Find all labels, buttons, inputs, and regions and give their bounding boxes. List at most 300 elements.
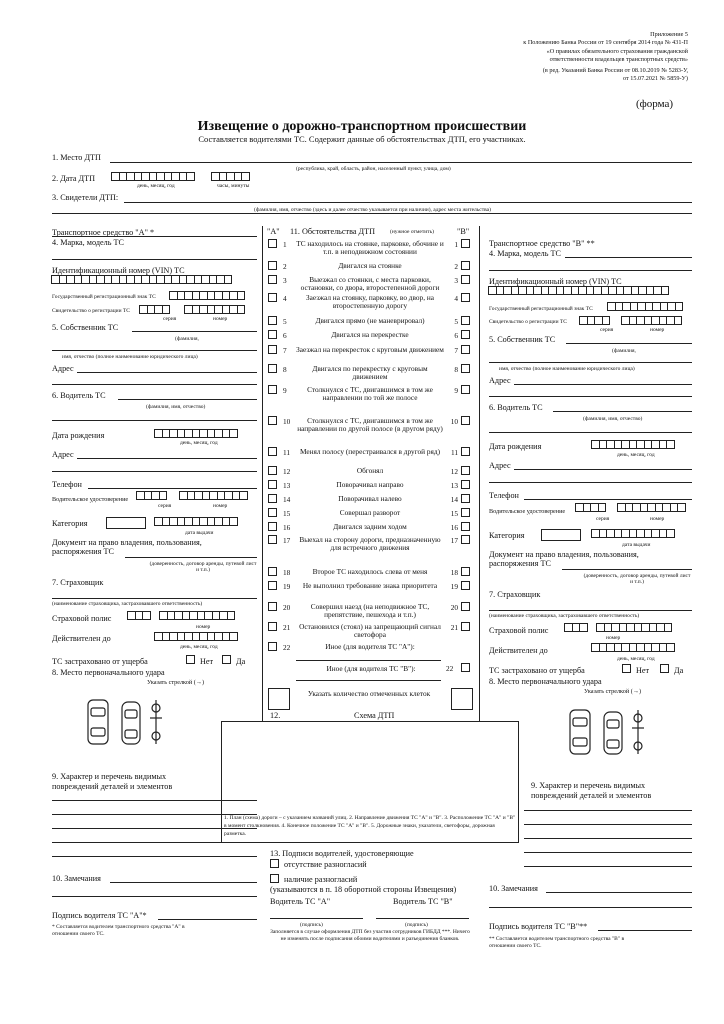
vehicle-b-vin-boxes[interactable] <box>489 286 669 295</box>
circumstance-a-number: 13 <box>283 481 291 490</box>
divider <box>479 226 480 722</box>
vehicle-b-signature-label: Подпись водителя ТС "В"** <box>489 922 588 931</box>
circumstance-b-number: 15 <box>450 509 458 518</box>
vehicle-a-policy-label: Страховой полис <box>52 614 112 623</box>
vehicle-a-valid-label: Действителен до <box>52 634 111 643</box>
circumstance-a-number: 14 <box>283 495 291 504</box>
circumstance-a-number: 11 <box>283 448 291 457</box>
circumstance-b-number: 7 <box>454 346 458 355</box>
vehicle-b-remarks-field[interactable] <box>546 892 692 893</box>
circumstance-b-number: 3 <box>454 276 458 285</box>
vehicle-b-category-field[interactable] <box>541 529 581 541</box>
circumstance-text: Менял полосу (перестраивался в другой ряд) <box>299 447 441 456</box>
vehicle-a-policy-series[interactable] <box>128 611 151 620</box>
scheme-number: 12. <box>270 711 281 720</box>
column-b-header: "В" <box>457 227 470 236</box>
circumstance-a-checkbox[interactable] <box>268 642 277 651</box>
vehicle-a-document-field[interactable] <box>125 557 257 558</box>
sig-hint-b: (подпись) <box>405 922 428 928</box>
vehicle-a-vin-boxes[interactable] <box>52 275 232 284</box>
vehicle-a-model-label: 4. Марка, модель ТС <box>52 238 124 247</box>
vehicle-b-signature-field[interactable] <box>598 930 692 931</box>
vehicle-b-policy-label: Страховой полис <box>489 626 549 635</box>
vehicle-a-impact-label: 8. Место первоначального удара <box>52 668 165 677</box>
circumstance-a-number: 15 <box>283 509 291 518</box>
circumstance-b-checkbox[interactable] <box>461 494 470 503</box>
circumstance-text: Заезжал на стоянку, парковку, во двор, на второстепенную дорогу <box>306 293 434 311</box>
vehicle-b-license-number[interactable] <box>618 503 686 512</box>
circumstance-b-checkbox[interactable] <box>461 602 470 611</box>
no-disagreement-checkbox[interactable] <box>270 859 279 868</box>
issue-hint: дата выдачи <box>185 530 214 536</box>
reference-line: к Положению Банка России от 19 сентября 2014 года № 431-П <box>523 39 688 47</box>
rule <box>52 236 257 237</box>
circumstance-a-checkbox[interactable] <box>268 508 277 517</box>
circumstance-a-checkbox[interactable] <box>268 293 277 302</box>
vehicle-b-cert-label: Свидетельство о регистрации ТС <box>489 319 567 325</box>
circumstance-b-number: 6 <box>454 331 458 340</box>
vehicle-b-model-field[interactable] <box>565 257 692 258</box>
circumstance-a-checkbox[interactable] <box>268 567 277 576</box>
circumstance-a-number: 20 <box>283 603 291 612</box>
vehicle-a-signature-field[interactable] <box>158 919 257 920</box>
vehicle-a-owner-label: 5. Собственник ТС <box>52 323 119 332</box>
vehicle-b-document-field[interactable] <box>562 569 692 570</box>
circumstance-b-number: 21 <box>450 623 458 632</box>
number-hint: номер <box>196 624 211 630</box>
circumstance-b-number: 18 <box>450 568 458 577</box>
driver-hint: (фамилия, имя, отчество) <box>583 416 643 422</box>
arrow-hint: Указать стрелкой (→) <box>584 688 642 695</box>
surname-hint: (фамилия, <box>175 336 199 342</box>
disagreement-label: наличие разногласий <box>284 875 358 884</box>
circumstance-a-number: 2 <box>283 262 287 271</box>
circumstance-a-number: 3 <box>283 276 287 285</box>
no-label: Нет <box>200 657 214 666</box>
circumstances-title: 11. Обстоятельства ДТП <box>290 227 376 236</box>
circumstance-b-checkbox[interactable] <box>461 330 470 339</box>
vehicle-b-birth-label: Дата рождения <box>489 442 542 451</box>
circumstance-a-number: 21 <box>283 623 291 632</box>
date-boxes[interactable] <box>112 172 195 181</box>
circumstance-a-checkbox[interactable] <box>268 494 277 503</box>
series-hint: серия <box>600 327 614 333</box>
number-hint: номер <box>650 516 665 522</box>
vehicle-b-impact-label: 8. Место первоначального удара <box>489 677 602 686</box>
vehicle-b-model-label: 4. Марка, модель ТС <box>489 249 561 258</box>
circumstance-text: Поворачивал налево <box>338 494 402 503</box>
vehicle-b-model-field-2[interactable] <box>489 270 692 271</box>
circumstance-a-checkbox[interactable] <box>268 385 277 394</box>
circumstance-a-checkbox[interactable] <box>268 416 277 425</box>
circumstance-b-checkbox[interactable] <box>461 316 470 325</box>
reference-line: (в ред. Указаний Банка России от 08.10.2019 № 5283-У, <box>542 67 688 75</box>
vehicle-a-remarks-field[interactable] <box>110 882 257 883</box>
sig-hint-a: (подпись) <box>300 922 323 928</box>
legal-reference <box>380 31 688 84</box>
vehicle-a-damages-label: 9. Характер и перечень видимых повреждений деталей и элементов <box>52 772 173 791</box>
vehicle-b-address-field-2[interactable] <box>489 396 692 397</box>
vehicle-b-license-series[interactable] <box>576 503 606 512</box>
vehicle-a-insurer-label: 7. Страховщик <box>52 578 104 587</box>
vehicle-b-remarks-field-2[interactable] <box>489 907 692 908</box>
vehicle-b-birth-boxes[interactable] <box>592 440 675 449</box>
circumstance-text: Двигался на стоянке <box>338 261 402 270</box>
vehicle-b-address2-label: Адрес <box>489 461 511 470</box>
circumstance-b-number: 16 <box>450 523 458 532</box>
series-hint: серия <box>158 503 172 509</box>
circumstance-b-checkbox[interactable] <box>461 447 470 456</box>
number-hint: номер <box>606 635 621 641</box>
vehicle-a-address2-field-2[interactable] <box>52 471 257 472</box>
scheme-notes: 1. План (схема) дороги – с указанием названий улиц. 2. Направление движения ТС "А" и "В". 3. Расположение ТС "А" и "В" в момент столкновения. 4. Конечное положение ТС "А" и "В". 5. Дорожные знаки, указатели, светофоры, дорожная разметка. <box>224 815 516 837</box>
other-a-field[interactable] <box>296 660 441 661</box>
vehicle-b-damages-label: 9. Характер и перечень видимых повреждений деталей и элементов <box>531 781 652 800</box>
vehicle-a-insured-label: ТС застраховано от ущерба <box>52 657 148 666</box>
circumstance-b-checkbox[interactable] <box>461 622 470 631</box>
circumstance-a-number: 7 <box>283 346 287 355</box>
circumstance-text: Двигался на перекрестке <box>331 330 409 339</box>
vehicle-a-plate-label: Государственный регистрационный знак ТС <box>52 294 156 300</box>
circumstance-a-number: 8 <box>283 365 287 374</box>
other-b-field[interactable] <box>296 680 441 681</box>
vehicle-a-plate-boxes[interactable] <box>170 291 245 300</box>
circumstance-text: Двигался прямо (не маневрировал) <box>315 316 425 325</box>
circumstance-text: Обгонял <box>356 466 384 475</box>
series-hint: серия <box>596 516 610 522</box>
circumstance-text: Выехал на сторону дороги, предназначенную для встречного движения <box>299 535 441 553</box>
vehicle-a-model-field[interactable] <box>52 259 257 260</box>
circumstance-a-checkbox[interactable] <box>268 447 277 456</box>
vehicle-b-license-label: Водительское удостоверение <box>489 508 566 515</box>
circumstance-a-checkbox[interactable] <box>268 480 277 489</box>
circumstance-a-number: 22 <box>283 643 291 652</box>
circumstance-b-checkbox[interactable] <box>461 581 470 590</box>
circumstance-b-checkbox[interactable] <box>461 385 470 394</box>
page-subtitle: Составляется водителями ТС. Содержит данные об обстоятельствах ДТП, его участниках. <box>198 134 526 144</box>
circumstance-a-checkbox[interactable] <box>268 602 277 611</box>
vehicle-b-driver-field-2[interactable] <box>489 432 692 433</box>
vehicle-a-phone-field[interactable] <box>88 488 257 489</box>
other-b-number: 22 <box>446 664 454 673</box>
vehicle-b-damages-field[interactable] <box>524 866 692 867</box>
vehicle-a-driver-field[interactable] <box>118 399 257 400</box>
date-hint: день, месяц, год <box>137 183 175 189</box>
circumstance-text: Столкнулся с ТС, двигавшимся в том же направлении по той же полосе <box>307 385 433 403</box>
valid-hint: день, месяц, год <box>617 656 655 662</box>
column-a-header: "А" <box>267 227 280 236</box>
document-hint: (доверенность, договор аренды, путевой лист и т.п.) <box>149 561 257 573</box>
number-hint: номер <box>213 316 228 322</box>
vehicle-a-category-field[interactable] <box>106 517 146 529</box>
vehicle-b-driver-field[interactable] <box>553 411 692 412</box>
divider <box>262 226 263 722</box>
vehicle-a-birth-boxes[interactable] <box>155 429 238 438</box>
vehicle-b-address2-field[interactable] <box>514 469 692 470</box>
driver-a-signature-field[interactable] <box>270 918 363 919</box>
circumstance-b-number: 12 <box>450 467 458 476</box>
signatures-note: Заполняется в случае оформления ДТП без участия сотрудников ГИБДД ***. Ничего не изменять после подписания обоими водителями и разъединения бланков. <box>270 929 470 942</box>
vehicle-b-owner-field-2[interactable] <box>489 362 692 363</box>
circumstance-b-number: 11 <box>450 448 458 457</box>
vehicle-a-category-label: Категория <box>52 519 88 528</box>
circumstance-b-checkbox[interactable] <box>461 466 470 475</box>
arrow-hint: Указать стрелкой (→) <box>147 679 205 686</box>
vehicle-b-category-label: Категория <box>489 531 525 540</box>
owner-hint: имя, отчество (полное наименование юридического лица) <box>499 366 635 372</box>
witnesses-field-2[interactable] <box>52 213 692 214</box>
vehicle-b-valid-label: Действителен до <box>489 646 548 655</box>
circumstance-a-number: 18 <box>283 568 291 577</box>
circumstance-a-number: 16 <box>283 523 291 532</box>
vehicle-a-address2-field[interactable] <box>77 458 257 459</box>
time-hint: часы, минуты <box>217 183 250 189</box>
vehicle-a-diagram-icon[interactable] <box>84 696 174 748</box>
circumstance-text: Столкнулся с ТС, двигавшимся в том же направлении по другой полосе (в другом ряду) <box>297 416 443 434</box>
vehicle-a-driver-label: 6. Водитель ТС <box>52 391 106 400</box>
number-hint: номер <box>650 327 665 333</box>
vehicle-b-phone-field[interactable] <box>524 499 692 500</box>
circumstance-a-checkbox[interactable] <box>268 466 277 475</box>
circumstance-a-checkbox[interactable] <box>268 522 277 531</box>
vehicle-a-cert-number[interactable] <box>185 305 245 314</box>
vehicle-b-header: Транспортное средство "В" ** <box>489 239 595 248</box>
vehicle-a-footnote: * Составляется водителем транспортного средства "А" в отношении своего ТС. <box>52 924 185 937</box>
vehicle-a-license-series[interactable] <box>137 491 167 500</box>
owner-hint: имя, отчество (полное наименование юридического лица) <box>62 354 198 360</box>
vehicle-b-damages-field[interactable] <box>524 824 692 825</box>
circumstance-b-checkbox[interactable] <box>461 293 470 302</box>
circumstance-a-checkbox[interactable] <box>268 622 277 631</box>
circumstance-b-number: 20 <box>450 603 458 612</box>
circumstance-b-checkbox[interactable] <box>461 480 470 489</box>
reference-line: от 15.07.2021 № 5859-У) <box>623 75 688 83</box>
vehicle-a-valid-boxes[interactable] <box>155 632 238 641</box>
circumstance-a-number: 1 <box>283 240 287 249</box>
number-hint: номер <box>213 503 228 509</box>
series-hint: серия <box>163 316 177 322</box>
vehicle-b-address2-field-2[interactable] <box>489 482 692 483</box>
circumstance-a-checkbox[interactable] <box>268 364 277 373</box>
other-b-label: Иное (для водителя ТС "В"): <box>326 664 416 673</box>
vehicle-b-insurer-label: 7. Страховщик <box>489 590 541 599</box>
vehicle-b-insured-label: ТС застраховано от ущерба <box>489 666 585 675</box>
vehicle-b-owner-label: 5. Собственник ТС <box>489 335 556 344</box>
birth-hint: день, месяц, год <box>180 440 218 446</box>
other-b-checkbox[interactable] <box>461 663 470 672</box>
vehicle-b-policy-number[interactable] <box>597 623 672 632</box>
vehicle-b-cert-series[interactable] <box>580 316 610 325</box>
vehicle-b-insurer-field[interactable] <box>489 610 692 611</box>
circumstance-b-checkbox[interactable] <box>461 416 470 425</box>
circumstance-b-number: 13 <box>450 481 458 490</box>
form-label: (форма) <box>636 98 674 110</box>
vehicle-b-driver-label: 6. Водитель ТС <box>489 403 543 412</box>
appendix: Приложение 5 <box>650 31 688 38</box>
place-label: 1. Место ДТП <box>52 153 101 162</box>
vehicle-b-diagram-icon[interactable] <box>566 706 656 758</box>
vehicle-a-cert-label: Свидетельство о регистрации ТС <box>52 308 130 314</box>
driver-b-signature-field[interactable] <box>376 918 469 919</box>
vehicle-a-remarks-field-2[interactable] <box>52 896 257 897</box>
insurer-hint: (наименование страховщика, застраховавшего ответственность) <box>52 601 203 607</box>
vehicle-a-address-field-2[interactable] <box>52 384 257 385</box>
witnesses-field[interactable] <box>124 202 692 203</box>
circumstances-hint: (нужное отметить) <box>390 229 434 235</box>
circumstance-b-checkbox[interactable] <box>461 567 470 576</box>
vehicle-a-address-field[interactable] <box>77 372 257 373</box>
circumstance-a-checkbox[interactable] <box>268 275 277 284</box>
circumstance-a-checkbox[interactable] <box>268 345 277 354</box>
vehicle-b-plate-boxes[interactable] <box>608 302 683 311</box>
circumstance-text: Выезжал со стоянки, с места парковки, остановки, со двора, второстепенной дороги <box>300 275 440 293</box>
circumstance-a-checkbox[interactable] <box>268 535 277 544</box>
circumstance-b-checkbox[interactable] <box>461 508 470 517</box>
circumstance-b-checkbox[interactable] <box>461 239 470 248</box>
disagreement-checkbox[interactable] <box>270 874 279 883</box>
vehicle-b-address-field[interactable] <box>514 384 692 385</box>
circumstance-a-number: 10 <box>283 417 291 426</box>
count-label: Указать количество отмеченных клеток <box>307 689 431 698</box>
vehicle-b-owner-field[interactable] <box>566 343 692 344</box>
scheme-title: Схема ДТП <box>354 711 395 720</box>
vehicle-b-insured-no-checkbox[interactable] <box>622 664 631 673</box>
circumstance-b-number: 9 <box>454 386 458 395</box>
circumstance-a-number: 5 <box>283 317 287 326</box>
circumstance-text: Второе ТС находилось слева от меня <box>312 567 428 576</box>
vehicle-a-address2-label: Адрес <box>52 450 74 459</box>
circumstance-a-checkbox[interactable] <box>268 581 277 590</box>
circumstance-text: Поворачивал направо <box>336 480 404 489</box>
vehicle-b-policy-series[interactable] <box>565 623 588 632</box>
circumstance-text: Совершил наезд (на неподвижное ТС, препятствие, пешехода и т.п.) <box>310 602 430 620</box>
circumstance-a-number: 4 <box>283 294 287 303</box>
driver-b-label: Водитель ТС "В" <box>393 897 453 906</box>
vehicle-a-remarks-label: 10. Замечания <box>52 874 101 883</box>
circumstance-a-checkbox[interactable] <box>268 261 277 270</box>
vehicle-a-address-label: Адрес <box>52 364 74 373</box>
vehicle-a-insured-yes-checkbox[interactable] <box>222 655 231 664</box>
circumstance-b-number: 14 <box>450 495 458 504</box>
circumstance-b-checkbox[interactable] <box>461 345 470 354</box>
place-field[interactable] <box>110 162 692 163</box>
vehicle-b-cert-number[interactable] <box>622 316 682 325</box>
birth-hint: день, месяц, год <box>617 452 655 458</box>
circumstance-text: Не выполнил требование знака приоритета <box>302 581 438 590</box>
vehicle-b-damages-field[interactable] <box>524 838 692 839</box>
vehicle-a-vin-label: Идентификационный номер (VIN) ТС <box>52 266 185 275</box>
circumstance-b-checkbox[interactable] <box>461 522 470 531</box>
circumstance-b-checkbox[interactable] <box>461 535 470 544</box>
circumstance-b-number: 1 <box>454 240 458 249</box>
vehicle-a-license-number[interactable] <box>180 491 248 500</box>
circumstance-b-number: 19 <box>450 582 458 591</box>
driver-hint: (фамилия, имя, отчество) <box>146 404 206 410</box>
vehicle-a-header: Транспортное средство "А" * <box>52 228 155 237</box>
circumstance-a-number: 19 <box>283 582 291 591</box>
circumstance-text: Двигался задним ходом <box>333 522 407 531</box>
yes-label: Да <box>674 666 684 675</box>
circumstance-a-checkbox[interactable] <box>268 330 277 339</box>
count-a-box[interactable] <box>268 688 290 710</box>
vehicle-a-owner-field[interactable] <box>132 331 257 332</box>
circumstance-text: Остановился (стоял) на запрещающий сигнал светофора <box>299 622 441 640</box>
circumstance-b-number: 17 <box>450 536 458 545</box>
vehicle-a-policy-number[interactable] <box>160 611 235 620</box>
vehicle-b-damages-field[interactable] <box>524 852 692 853</box>
circumstance-b-checkbox[interactable] <box>461 261 470 270</box>
vehicle-a-insured-no-checkbox[interactable] <box>186 655 195 664</box>
document-hint: (доверенность, договор аренды, путевой лист и т.п.) <box>583 573 691 585</box>
circumstance-a-number: 6 <box>283 331 287 340</box>
vehicle-b-valid-boxes[interactable] <box>592 643 675 652</box>
vehicle-b-phone-label: Телефон <box>489 491 519 500</box>
circumstance-b-number: 2 <box>454 262 458 271</box>
driver-a-label: Водитель ТС "А" <box>270 897 331 906</box>
vehicle-a-owner-field-2[interactable] <box>52 350 257 351</box>
vehicle-b-damages-field[interactable] <box>524 810 692 811</box>
date-label: 2. Дата ДТП <box>52 174 96 183</box>
circumstance-a-checkbox[interactable] <box>268 239 277 248</box>
vehicle-b-footnote: ** Составляется водителем транспортного средства "В" в отношении своего ТС. <box>489 936 625 949</box>
circumstance-b-checkbox[interactable] <box>461 364 470 373</box>
vehicle-a-issue-boxes[interactable] <box>155 517 238 526</box>
vehicle-a-document-label: Документ на право владения, пользования, распоряжения ТС <box>52 538 202 556</box>
vehicle-b-issue-boxes[interactable] <box>592 529 675 538</box>
surname-hint: (фамилия, <box>612 348 636 354</box>
circumstance-a-checkbox[interactable] <box>268 316 277 325</box>
disagreement-hint: (указываются в п. 18 оборотной стороны Извещения) <box>270 885 457 894</box>
no-label: Нет <box>636 666 650 675</box>
circumstance-text: Двигался по перекрестку с круговым движением <box>312 364 428 382</box>
circumstance-b-checkbox[interactable] <box>461 275 470 284</box>
witnesses-label: 3. Свидетели ДТП: <box>52 193 119 202</box>
vehicle-a-driver-field-2[interactable] <box>52 420 257 421</box>
no-disagreement-label: отсутствие разногласий <box>284 860 367 869</box>
reference-line: ответственности владельцев транспортных средств» <box>549 55 688 63</box>
circumstance-b-number: 5 <box>454 317 458 326</box>
witnesses-hint: (фамилия, имя, отчество (здесь и далее отчество указывается при наличии), адрес места жительства) <box>254 207 491 213</box>
circumstance-a-number: 12 <box>283 467 291 476</box>
insurer-hint: (наименование страховщика, застраховавшего ответственность) <box>489 613 640 619</box>
circumstance-text: Совершал разворот <box>339 508 401 517</box>
circumstance-text: Заезжал на перекресток с круговым движением <box>296 345 444 354</box>
vehicle-b-address-label: Адрес <box>489 376 511 385</box>
vehicle-a-cert-series[interactable] <box>140 305 170 314</box>
time-boxes[interactable] <box>212 172 250 181</box>
circumstance-a-number: 17 <box>283 536 291 545</box>
vehicle-a-damages-field[interactable] <box>52 856 257 857</box>
vehicle-a-birth-label: Дата рождения <box>52 431 105 440</box>
vehicle-a-license-label: Водительское удостоверение <box>52 496 129 503</box>
circumstance-b-number: 4 <box>454 294 458 303</box>
vehicle-a-insurer-field[interactable] <box>52 598 257 599</box>
yes-label: Да <box>236 657 246 666</box>
vehicle-b-insured-yes-checkbox[interactable] <box>660 664 669 673</box>
vehicle-a-signature-label: Подпись водителя ТС "А"* <box>52 911 147 920</box>
vehicle-b-plate-label: Государственный регистрационный знак ТС <box>489 306 593 312</box>
vehicle-a-phone-label: Телефон <box>52 480 82 489</box>
valid-hint: день, месяц, год <box>180 644 218 650</box>
place-hint: (республика, край, область, район, населенный пункт, улица, дом) <box>296 166 451 172</box>
signatures-title: 13. Подписи водителей, удостоверяющие <box>270 849 414 858</box>
circumstance-text: Иное (для водителя ТС "А"): <box>325 642 415 651</box>
page-title: Извещение о дорожно-транспортном происшествии <box>197 119 527 134</box>
circumstance-b-number: 10 <box>450 417 458 426</box>
circumstance-a-number: 9 <box>283 386 287 395</box>
circumstance-b-number: 8 <box>454 365 458 374</box>
count-b-box[interactable] <box>451 688 473 710</box>
